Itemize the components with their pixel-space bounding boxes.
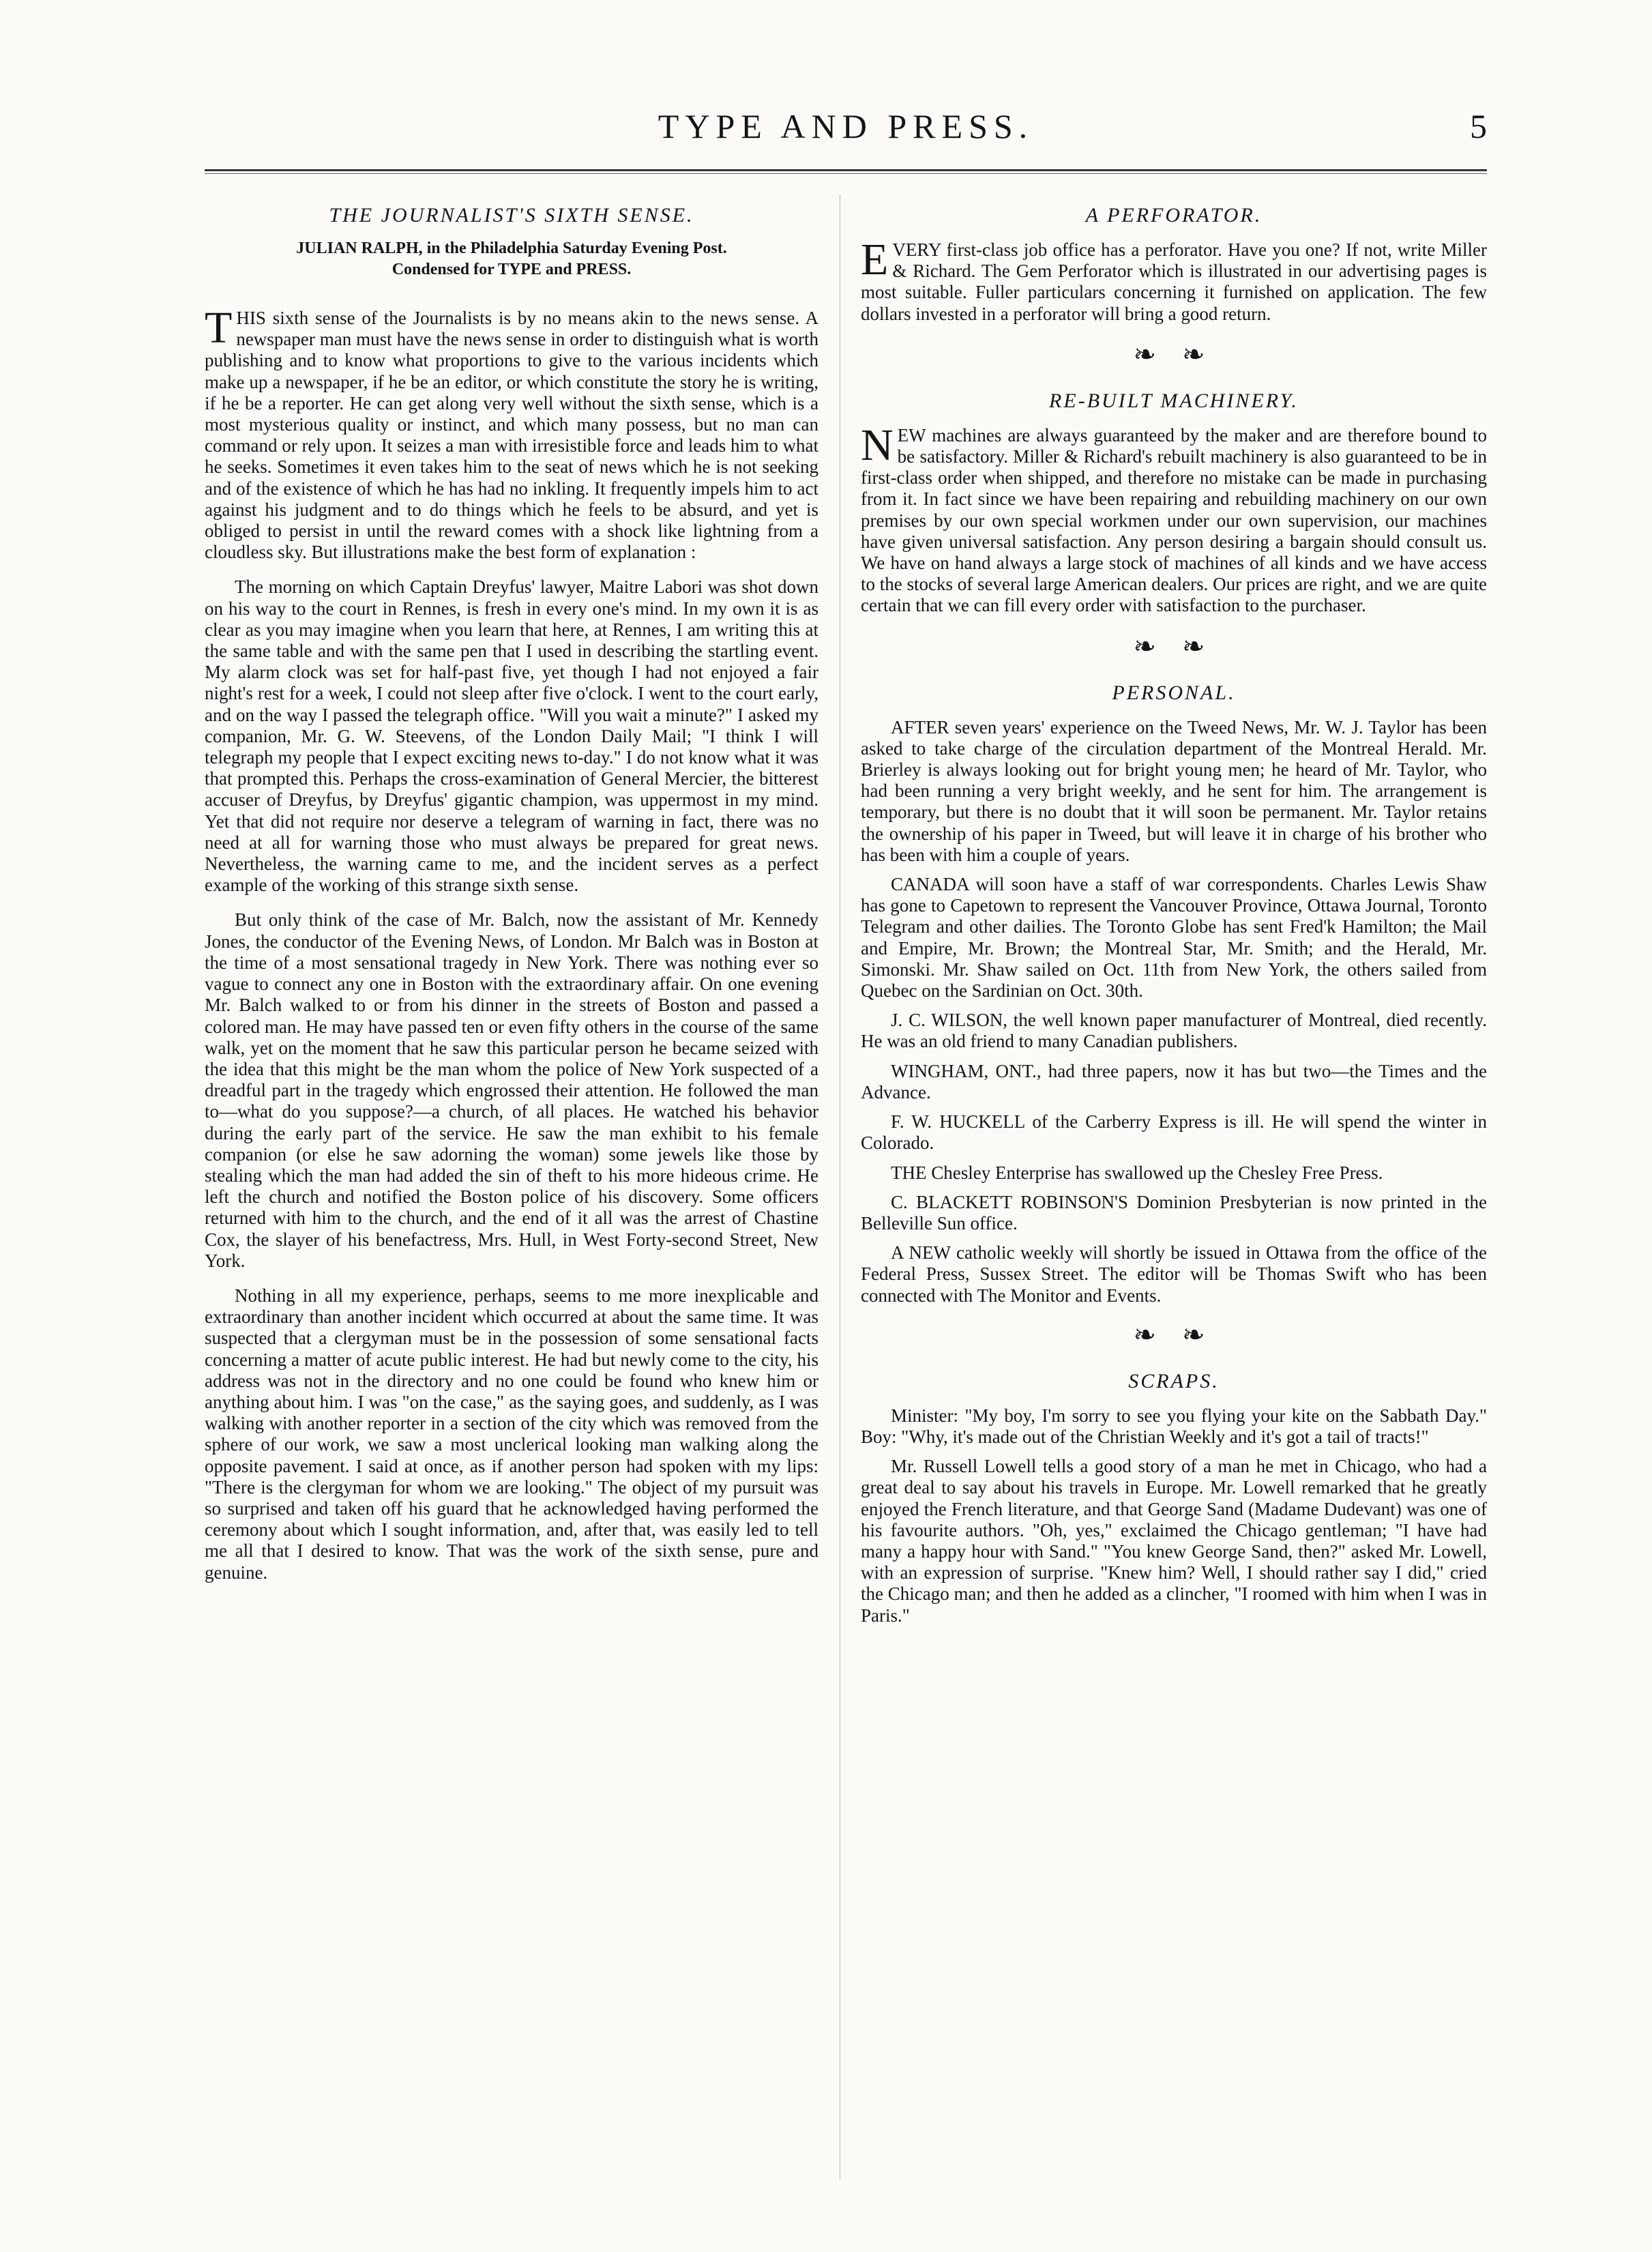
- header-rule: [205, 169, 1487, 174]
- personal-item: F. W. HUCKELL of the Carberry Express is ill. He will spend the winter in Colorado.: [861, 1111, 1487, 1154]
- section-separator: ❧ ❧: [1133, 338, 1215, 370]
- personal-item: J. C. WILSON, the well known paper manufacturer of Montreal, died recently. He was an old friend to many Canadian publishers.: [861, 1010, 1487, 1052]
- article-title: THE JOURNALIST'S SIXTH SENSE.: [329, 204, 694, 226]
- personal-item: C. BLACKETT ROBINSON'S Dominion Presbyterian is now printed in the Belleville Sun office.: [861, 1191, 1487, 1233]
- page-number: 5: [1470, 107, 1487, 145]
- right-column: [861, 194, 1487, 1635]
- personal-item: THE Chesley Enterprise has swallowed up the Chesley Free Press.: [891, 1162, 1383, 1183]
- article-paragraph: But only think of the case of Mr. Balch, now the assistant of Mr. Kennedy Jones, the conductor of the Evening News, of London. Mr Balch was in Boston at the time of a most sensational tragedy in New York. There was nothing ever so vague to connect any one in Boston with the extraordinary affair. On one evening Mr. Balch walked to or from his dinner in the streets of Boston and passed a colored man. He may have passed ten or even fifty others in the course of the same walk, yet on the moment that he saw this particular person he became seized with the idea that this might be the man whom the police of New York suspected of a dreadful part in the tragedy which engrossed their attention. He followed the man to—what do you suppose?—a church, of all places. He watched his behavior during the early part of the service. He saw the man exhibit to his female companion (or else he saw adorning the woman) some jewels like those by stealing which the man had added the sin of theft to his more hideous crime. He left the church and notified the Boston police of his discovery. Some officers returned with him to the church, and the end of it all was the arrest of Chastine Cox, the slayer of his benefactress, Mrs. Hull, in West Forty-second Street, New York.: [205, 909, 818, 1271]
- page-header: [205, 102, 1487, 157]
- rebuilt-title: RE-BUILT MACHINERY.: [1049, 389, 1299, 412]
- perforator-title: A PERFORATOR.: [1085, 204, 1263, 226]
- personal-item: CANADA will soon have a staff of war correspondents. Charles Lewis Shaw has gone to Capetown to represent the Vancouver Province, Ottawa Journal, Toronto Telegram and other dailies. The Toronto Globe has sent Fred'k Hamilton; the Mail and Empire, Mr. Brown; the Montreal Star, Mr. Smith; and the Herald, Mr. Simonski. Mr. Shaw sailed on Oct. 11th from New York, the others sailed from Quebec on the Sardinian on Oct. 30th.: [861, 874, 1487, 1001]
- left-column: [205, 194, 818, 1597]
- article-paragraph: THIS sixth sense of the Journalists is by no means akin to the news sense. A newspaper man must have the news sense in order to distinguish what is worth publishing and to know what proportions to give to the various incidents which make up a newspaper, if he be an editor, or which constitute the story he is writing, if he be a reporter. He can get along very well without the sixth sense, which is a most mysterious quality or instinct, and which many possess, but no man can command or rely upon. It seizes a man with irresistible force and leads him to what he seeks. Sometimes it even takes him to the seat of news which he is not seeking and of the existence of which he has had no inkling. It frequently impels him to act against his judgment and to do things which he feels to be absurd, and yet is obliged to persist in until the reward comes with a shock like lightning from a cloudless sky. But illustrations make the best form of explanation :: [205, 303, 818, 563]
- personal-item: WINGHAM, ONT., had three papers, now it has but two—the Times and the Advance.: [861, 1060, 1487, 1102]
- rebuilt-text: NEW machines are always guaranteed by the maker and are therefore bound to be satisfactory. Miller & Richard's rebuilt machinery is also guaranteed to be in first-class order when shipped, and therefore no mistake can be made in purchasing from it. In fact since we have been repairing and rebuilding machinery on our own premises by our own special workmen under our own supervision, our machines have given universal satisfaction. Any person desiring a bargain should consult us. We have on hand always a large stock of machines of all kinds and we have access to the stocks of several large American dealers. Our prices are right, and we are quite certain that we can fill every order with satisfaction to the purchaser.: [861, 420, 1487, 616]
- section-separator: ❧ ❧: [1133, 630, 1215, 662]
- perforator-text: EVERY first-class job office has a perforator. Have you one? If not, write Miller & Richard. The Gem Perforator which is illustrated in our advertising pages is most suitable. Fuller particulars concerning it furnished on application. The few dollars invested in a perforator will bring a good return.: [861, 235, 1487, 324]
- article-paragraph: Nothing in all my experience, perhaps, seems to me more inexplicable and extraordinary than another incident which occurred at about the same time. It was suspected that a clergyman must be in the possession of some sensational facts concerning a matter of acute public interest. He had but newly come to the city, his address was not in the directory and no one could be found who knew him or anything about him. I was "on the case," as the saying goes, and suddenly, as I was walking with another reporter in a section of the city which was removed from the sphere of our work, we saw a most unclerical looking man walking along the opposite pavement. I said at once, as if another person had spoken with my lips: "There is the clergyman for whom we are looking." The object of my pursuit was so surprised and taken off his guard that he acknowledged having performed the ceremony about which I sought information, and, after that, was easily led to tell me all that I desired to know. That was the work of the sixth sense, pure and genuine.: [205, 1285, 818, 1583]
- article-byline: JULIAN RALPH, in the Philadelphia Saturday Evening Post.: [296, 239, 727, 257]
- scraps-item: Mr. Russell Lowell tells a good story of a man he met in Chicago, who had a great deal to say about his travels in Europe. Mr. Lowell remarked that he greatly enjoyed the French literature, and that George Sand (Madame Dudevant) was one of his favourite authors. "Oh, yes," exclaimed the Chicago gentleman; "I have had many a happy hour with Sand." "You knew George Sand, then?" asked Mr. Lowell, with an expression of surprise. "Knew him? Well, I should rather say I did," cried the Chicago man; and then he added as a clincher, "I roomed with him when I was in Paris.": [861, 1456, 1487, 1626]
- publication-title: TYPE AND PRESS.: [658, 107, 1034, 145]
- personal-item: A NEW catholic weekly will shortly be issued in Ottawa from the office of the Federal Press, Sussex Street. The editor will be Thomas Swift who has been connected with The Monitor and Events.: [861, 1242, 1487, 1306]
- personal-title: PERSONAL.: [1112, 681, 1236, 704]
- article-byline-sub: Condensed for TYPE and PRESS.: [392, 261, 632, 278]
- personal-item: AFTER seven years' experience on the Tweed News, Mr. W. J. Taylor has been asked to take charge of the circulation department of the Montreal Herald. Mr. Brierley is always looking out for bright young men; he heard of Mr. Taylor, who had been running a very bright weekly, and he sent for him. The arrangement is temporary, but there is no doubt that it will soon be permanent. Mr. Taylor retains the ownership of his paper in Tweed, but will leave it in charge of his brother who has been with him a couple of years.: [861, 716, 1487, 865]
- section-separator: ❧ ❧: [1133, 1319, 1215, 1350]
- scraps-item: Minister: "My boy, I'm sorry to see you flying your kite on the Sabbath Day." Boy: "Why, it's made out of the Christian Weekly and it's got a tail of tracts!": [861, 1405, 1487, 1447]
- scraps-title: SCRAPS.: [1128, 1369, 1220, 1392]
- article-paragraph: The morning on which Captain Dreyfus' lawyer, Maitre Labori was shot down on his way to the court in Rennes, is fresh in every one's mind. In my own it is as clear as you may imagine when you learn that here, at Rennes, I am writing this at the same table and with the same pen that I used in describing the startling event. My alarm clock was set for half-past five, yet though I had not enjoyed a fair night's rest for a week, I could not sleep after five o'clock. I went to the court early, and on the way I passed the telegraph office. "Will you wait a minute?" I asked my companion, Mr. G. W. Steevens, of the London Daily Mail; "I think I will telegraph my people that I expect exciting news to-day." I do not know what it was that prompted this. Perhaps the cross-examination of General Mercier, the bitterest accuser of Dreyfus, by Dreyfus' gigantic champion, was uppermost in my mind. Yet that did not require nor deserve a telegram of warning in fact, there was no need at all for warning those who must always be prepared for great news. Nevertheless, the warning came to me, and the incident serves as a perfect example of the working of this strange sixth sense.: [205, 576, 818, 896]
